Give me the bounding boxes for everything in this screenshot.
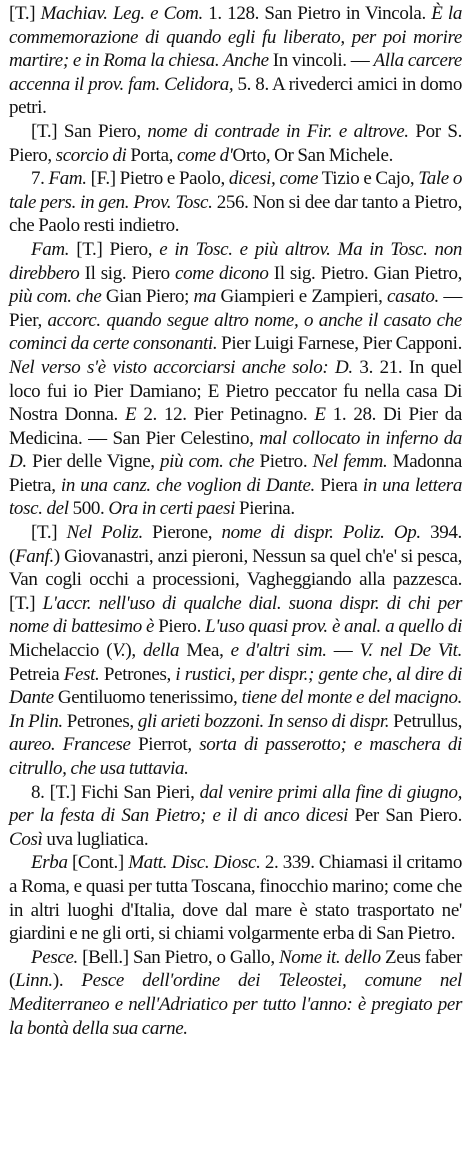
text-run: uva lugliatica. bbox=[42, 828, 149, 850]
text-run: — Pier, bbox=[9, 286, 462, 331]
text-run: Il sig. Pietro. Gian Pietro, bbox=[268, 262, 463, 284]
text-run: 256. Non si dee dar tanto a Pietro, che Paolo resti indietro. bbox=[9, 191, 462, 237]
italic-run: Nome it. dello bbox=[278, 946, 381, 968]
text-run: ) Giovanastri, anzi pieroni, Nessun sa quel ch'e' si pesca, Van cogli occhi a processioni, Vagheggiando alla pazzesca. [T.] bbox=[9, 545, 462, 614]
italic-run: L'accr. nell'uso di qualche dial. suona dispr. di chi per nome di battesimo è bbox=[9, 592, 462, 638]
text-run: ). bbox=[52, 970, 82, 992]
italic-run: Matt. Disc. Diosc. bbox=[128, 852, 261, 874]
text-run: ), bbox=[125, 640, 143, 662]
text-run: Pierone, bbox=[142, 522, 222, 544]
italic-run: e in Tosc. e più altrov. Ma in Tosc. non direbbero bbox=[9, 238, 462, 284]
italic-run: Tale o tale pers. in gen. Prov. Tosc. bbox=[9, 168, 462, 213]
text-run: 1. 128. San Pietro in Vincola. bbox=[202, 3, 432, 24]
italic-run: come d' bbox=[176, 144, 233, 166]
italic-run: in una canz. che voglion di Dante. bbox=[60, 474, 315, 496]
italic-run: gli arieti bozzoni. In senso di dispr. bbox=[137, 710, 390, 732]
text-run: 2. 12. Pier Petinagno. bbox=[136, 404, 315, 426]
text-run: Gian Piero; bbox=[101, 286, 194, 308]
italic-run: e d'altri sim. bbox=[230, 640, 327, 662]
text-run: 5. 8. A rivederci amici in domo petri. bbox=[9, 73, 462, 119]
italic-run: V. bbox=[112, 640, 126, 662]
text-run: 3. 21. In quel loco fui io Pier Damiano; E Pietro peccator fu nella casa Di Nostra Donna. bbox=[9, 356, 463, 426]
italic-run: in una lettera tosc. del bbox=[9, 474, 463, 520]
italic-run: Fam. bbox=[48, 168, 87, 190]
entry-paragraph bbox=[9, 238, 462, 521]
entry-paragraph bbox=[9, 946, 462, 1040]
text-run: [Bell.] San Pietro, o Gallo, bbox=[77, 946, 279, 968]
italic-run: Alla carcere accenna il prov. fam. Celidora, bbox=[9, 50, 463, 95]
entry-paragraph bbox=[9, 120, 462, 167]
text-run: Petrullus, bbox=[389, 710, 462, 732]
italic-run: nome di contrade in Fir. e altrove. bbox=[147, 120, 409, 142]
text-run: 8. [T.] Fichi San Pieri, bbox=[31, 781, 200, 803]
italic-run: Erba bbox=[31, 852, 68, 874]
entry-paragraph bbox=[9, 851, 462, 945]
text-run: Pietro. bbox=[254, 451, 313, 473]
text-run: Giampieri e Zampieri, bbox=[216, 286, 387, 308]
text-run: 2. 339. Chiamasi il critamo a Roma, e quasi per tutta Toscana, finocchio marino; come che in altri luoghi d'Italia, dove dal mare è stato trasportato ne' giardini e ne gli orti, si chiami volgarmente erba di San Pietro. bbox=[9, 852, 462, 945]
italic-run: ma bbox=[193, 286, 217, 308]
italic-run: nome di dispr. Poliz. Op. bbox=[221, 522, 421, 544]
italic-run: aureo. Francese bbox=[9, 734, 131, 756]
text-run: Pier Luigi Farnese, Pier Capponi. bbox=[217, 333, 463, 355]
dictionary-entry-text bbox=[9, 2, 462, 1040]
text-run: In vincoli. — bbox=[268, 50, 374, 72]
text-run: Gentiluomo tenerissimo, bbox=[53, 687, 242, 709]
italic-run: E bbox=[314, 404, 326, 426]
text-run: 500. bbox=[68, 498, 109, 520]
text-run: 7. bbox=[31, 168, 49, 190]
entry-paragraph bbox=[9, 781, 462, 852]
text-run: Tizio e Cajo, bbox=[318, 168, 419, 190]
italic-run: L'uso quasi prov. è anal. a quello di bbox=[205, 616, 462, 638]
italic-run: come dicono bbox=[175, 262, 269, 284]
text-run: Piero. bbox=[154, 616, 206, 638]
italic-run: Pesce. bbox=[31, 946, 78, 968]
text-run: Madonna Pietra, bbox=[9, 451, 462, 496]
text-run: [T.] San Piero, bbox=[31, 120, 148, 142]
text-run: Michelaccio ( bbox=[9, 640, 113, 662]
italic-run: Nel Poliz. bbox=[66, 522, 143, 544]
text-run: Petrones, bbox=[62, 710, 138, 732]
italic-run: E bbox=[125, 404, 137, 426]
text-run: Orto, Or San Michele. bbox=[232, 144, 393, 166]
text-run: [T.] bbox=[31, 522, 67, 544]
text-run: Mea, bbox=[179, 640, 231, 662]
italic-run: V. nel De Vit. bbox=[359, 640, 462, 662]
italic-run: Fest. bbox=[63, 663, 100, 685]
italic-run: Fanf. bbox=[14, 545, 54, 567]
text-run: — bbox=[326, 640, 360, 662]
italic-run: È la commemorazione di quando egli fu liberato, per poi morire martire; e in Roma la chiesa. Anche bbox=[9, 3, 462, 72]
italic-run: Ora in certi paesi bbox=[108, 498, 236, 520]
text-run: Zeus faber ( bbox=[9, 946, 462, 992]
entry-paragraph bbox=[9, 521, 462, 781]
text-run: [Cont.] bbox=[67, 852, 129, 874]
italic-run: dicesi, come bbox=[228, 168, 319, 190]
text-run: Pier delle Vigne, bbox=[26, 451, 161, 473]
italic-run: Linn. bbox=[14, 970, 53, 992]
entry-paragraph bbox=[9, 167, 462, 238]
italic-run: Così bbox=[9, 828, 43, 850]
italic-run: mal collocato in inferno da D. bbox=[9, 427, 462, 473]
italic-run: della bbox=[142, 640, 180, 662]
italic-run: Nel verso s'è visto accorciarsi anche solo: D. bbox=[9, 356, 353, 378]
text-run: Pierina. bbox=[235, 498, 295, 520]
italic-run: dal venire primi alla fine di giugno, per la festa di San Pietro; e il di anco dicesi bbox=[9, 781, 462, 827]
text-run: Petrones, bbox=[99, 663, 176, 685]
text-run: Pierrot, bbox=[130, 734, 200, 756]
italic-run: scorcio di bbox=[55, 144, 127, 166]
italic-run: sorta di passerotto; e maschera di citrullo, che usa tuttavia. bbox=[9, 734, 462, 779]
italic-run: Machiav. Leg. e Com. bbox=[40, 3, 203, 24]
italic-run: Fam. bbox=[31, 238, 70, 260]
italic-run: Pesce dell'ordine dei Teleostei, comune nel Mediterraneo e nell'Adriatico per tutto l'anno: è pregiato per la bontà della sua carne. bbox=[9, 970, 462, 1039]
text-run: Porta, bbox=[126, 144, 177, 166]
italic-run: più com. che bbox=[160, 451, 255, 473]
text-run: Piera bbox=[314, 474, 363, 496]
italic-run: i rustici, per dispr.; gente che, al dire di Dante bbox=[9, 663, 462, 709]
entry-paragraph bbox=[9, 2, 462, 120]
text-run: Il sig. Piero bbox=[79, 262, 176, 284]
text-run: Por S. Piero, bbox=[9, 120, 462, 166]
text-run: [T.] bbox=[9, 3, 41, 24]
text-run: [F.] Pietro e Paolo, bbox=[86, 168, 229, 190]
italic-run: accorc. quando segue altro nome, o anche il casato che cominci da certe consonanti. bbox=[9, 309, 462, 355]
text-run: 1. 28. Di Pier da Medicina. — San Pier Celestino, bbox=[9, 404, 462, 449]
text-run: [T.] Piero, bbox=[69, 238, 160, 260]
italic-run: tiene del monte e del macigno. In Plin. bbox=[9, 687, 462, 732]
text-run: Petreia bbox=[9, 663, 64, 685]
italic-run: più com. che bbox=[9, 286, 102, 308]
text-run: Per San Piero. bbox=[348, 805, 462, 827]
italic-run: Nel femm. bbox=[312, 451, 388, 473]
text-run: 394. ( bbox=[9, 522, 462, 567]
italic-run: casato. bbox=[386, 286, 439, 308]
